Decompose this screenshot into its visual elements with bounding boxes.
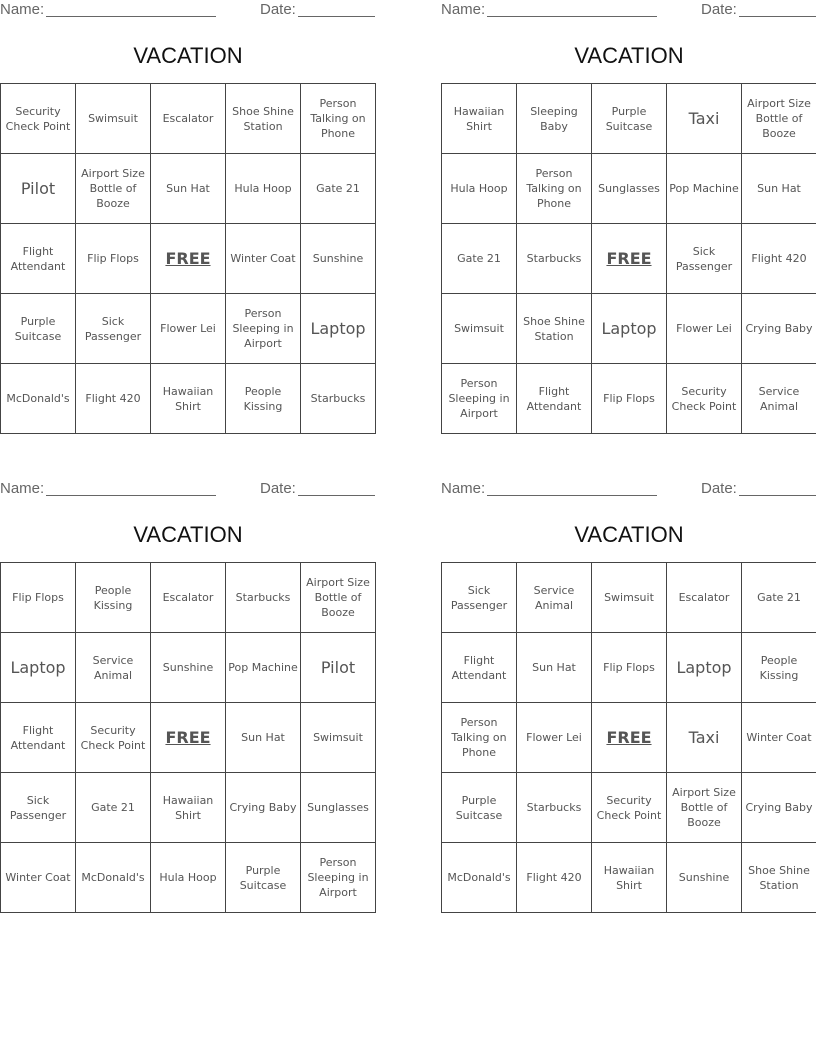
bingo-cell: People Kissing: [76, 563, 151, 633]
bingo-cell: Pilot: [301, 633, 376, 703]
bingo-cell: Shoe Shine Station: [742, 843, 816, 913]
bingo-cell: Person Talking on Phone: [517, 154, 592, 224]
bingo-cell: Sunglasses: [301, 773, 376, 843]
bingo-cell: Flower Lei: [151, 294, 226, 364]
bingo-cell: Sick Passenger: [667, 224, 742, 294]
bingo-cell: Hula Hoop: [442, 154, 517, 224]
date-blank-line: [298, 16, 375, 17]
bingo-cell: Flower Lei: [667, 294, 742, 364]
bingo-cell: Person Sleeping in Airport: [442, 364, 517, 434]
bingo-cell: Crying Baby: [742, 294, 816, 364]
free-space-cell: FREE: [151, 703, 226, 773]
bingo-cell: Shoe Shine Station: [517, 294, 592, 364]
bingo-cell: Shoe Shine Station: [226, 84, 301, 154]
bingo-cell: Gate 21: [742, 563, 816, 633]
bingo-cell: Gate 21: [442, 224, 517, 294]
bingo-cell: Flight Attendant: [1, 703, 76, 773]
bingo-cell: Laptop: [301, 294, 376, 364]
bingo-cell: Flight 420: [517, 843, 592, 913]
bingo-cell: Security Check Point: [1, 84, 76, 154]
bingo-cell: Flip Flops: [1, 563, 76, 633]
bingo-cell: Sun Hat: [517, 633, 592, 703]
bingo-cell: Laptop: [667, 633, 742, 703]
bingo-cell: Flip Flops: [76, 224, 151, 294]
name-blank-line: [487, 495, 657, 496]
bingo-cell: Security Check Point: [592, 773, 667, 843]
bingo-cell: McDonald's: [1, 364, 76, 434]
bingo-cell: Crying Baby: [742, 773, 816, 843]
bingo-cell: Person Sleeping in Airport: [301, 843, 376, 913]
bingo-grid: [0, 562, 376, 913]
bingo-cell: Purple Suitcase: [592, 84, 667, 154]
bingo-cell: Flight 420: [76, 364, 151, 434]
bingo-cell: Sunglasses: [592, 154, 667, 224]
bingo-cell: Sun Hat: [226, 703, 301, 773]
name-label: Name:: [441, 480, 486, 497]
bingo-cell: Hula Hoop: [226, 154, 301, 224]
bingo-cell: Sun Hat: [151, 154, 226, 224]
bingo-cell: Flight 420: [742, 224, 816, 294]
bingo-cell: Crying Baby: [226, 773, 301, 843]
bingo-cell: Sick Passenger: [1, 773, 76, 843]
bingo-cell: Gate 21: [301, 154, 376, 224]
bingo-cell: Service Animal: [76, 633, 151, 703]
bingo-cell: Flower Lei: [517, 703, 592, 773]
date-label: Date:: [260, 1, 296, 18]
bingo-cell: Hula Hoop: [151, 843, 226, 913]
bingo-cell: Starbucks: [301, 364, 376, 434]
bingo-cell: Pop Machine: [226, 633, 301, 703]
bingo-cell: Starbucks: [517, 224, 592, 294]
bingo-cell: Winter Coat: [226, 224, 301, 294]
bingo-cell: Service Animal: [517, 563, 592, 633]
bingo-cell: Sleeping Baby: [517, 84, 592, 154]
card-title: VACATION: [133, 522, 243, 547]
bingo-cell: Laptop: [592, 294, 667, 364]
free-space-cell: FREE: [151, 224, 226, 294]
bingo-cell: Flip Flops: [592, 364, 667, 434]
name-blank-line: [487, 16, 657, 17]
bingo-cell: Security Check Point: [76, 703, 151, 773]
bingo-cell: Person Talking on Phone: [301, 84, 376, 154]
bingo-cell: Hawaiian Shirt: [151, 364, 226, 434]
bingo-cell: Airport Size Bottle of Booze: [76, 154, 151, 224]
bingo-cell: Swimsuit: [442, 294, 517, 364]
bingo-cell: Security Check Point: [667, 364, 742, 434]
name-blank-line: [46, 495, 216, 496]
bingo-grid: [0, 83, 376, 434]
bingo-cell: McDonald's: [76, 843, 151, 913]
bingo-cell: Purple Suitcase: [442, 773, 517, 843]
bingo-cell: Laptop: [1, 633, 76, 703]
card-title: VACATION: [133, 43, 243, 68]
bingo-cell: Sick Passenger: [442, 563, 517, 633]
free-space-cell: FREE: [592, 224, 667, 294]
bingo-cell: Gate 21: [76, 773, 151, 843]
name-label: Name:: [0, 1, 45, 18]
bingo-cell: Hawaiian Shirt: [442, 84, 517, 154]
bingo-cell: Flight Attendant: [517, 364, 592, 434]
bingo-cell: People Kissing: [742, 633, 816, 703]
date-label: Date:: [701, 480, 737, 497]
bingo-cell: Taxi: [667, 84, 742, 154]
bingo-cell: Airport Size Bottle of Booze: [667, 773, 742, 843]
bingo-cell: Flight Attendant: [1, 224, 76, 294]
bingo-cell: Purple Suitcase: [1, 294, 76, 364]
bingo-cell: McDonald's: [442, 843, 517, 913]
name-date-row: [0, 479, 376, 499]
bingo-cell: Sunshine: [301, 224, 376, 294]
bingo-cell: Starbucks: [226, 563, 301, 633]
date-label: Date:: [260, 480, 296, 497]
date-blank-line: [739, 495, 816, 496]
card-title: VACATION: [574, 522, 684, 547]
bingo-cell: Sunshine: [667, 843, 742, 913]
bingo-cell: Escalator: [667, 563, 742, 633]
bingo-cell: Swimsuit: [592, 563, 667, 633]
bingo-cell: Airport Size Bottle of Booze: [742, 84, 816, 154]
date-blank-line: [739, 16, 816, 17]
bingo-cell: Hawaiian Shirt: [592, 843, 667, 913]
name-date-row: [0, 0, 376, 20]
name-date-row: [441, 479, 816, 499]
free-space-cell: FREE: [592, 703, 667, 773]
bingo-grid: [441, 83, 816, 434]
bingo-cell: Pilot: [1, 154, 76, 224]
bingo-cell: Hawaiian Shirt: [151, 773, 226, 843]
bingo-cell: Taxi: [667, 703, 742, 773]
bingo-cell: Pop Machine: [667, 154, 742, 224]
card-title: VACATION: [574, 43, 684, 68]
date-label: Date:: [701, 1, 737, 18]
name-label: Name:: [0, 480, 45, 497]
bingo-grid: [441, 562, 816, 913]
date-blank-line: [298, 495, 375, 496]
name-label: Name:: [441, 1, 486, 18]
bingo-cell: Airport Size Bottle of Booze: [301, 563, 376, 633]
bingo-cell: Person Sleeping in Airport: [226, 294, 301, 364]
bingo-cell: Sick Passenger: [76, 294, 151, 364]
name-blank-line: [46, 16, 216, 17]
bingo-cell: Sun Hat: [742, 154, 816, 224]
bingo-cell: Sunshine: [151, 633, 226, 703]
bingo-cell: Person Talking on Phone: [442, 703, 517, 773]
bingo-cell: Winter Coat: [742, 703, 816, 773]
bingo-cell: Escalator: [151, 563, 226, 633]
bingo-cell: Escalator: [151, 84, 226, 154]
bingo-cell: Flip Flops: [592, 633, 667, 703]
bingo-cell: Flight Attendant: [442, 633, 517, 703]
bingo-cell: People Kissing: [226, 364, 301, 434]
bingo-cell: Service Animal: [742, 364, 816, 434]
bingo-cell: Winter Coat: [1, 843, 76, 913]
bingo-cell: Swimsuit: [76, 84, 151, 154]
name-date-row: [441, 0, 816, 20]
bingo-cell: Purple Suitcase: [226, 843, 301, 913]
bingo-cell: Starbucks: [517, 773, 592, 843]
bingo-cell: Swimsuit: [301, 703, 376, 773]
